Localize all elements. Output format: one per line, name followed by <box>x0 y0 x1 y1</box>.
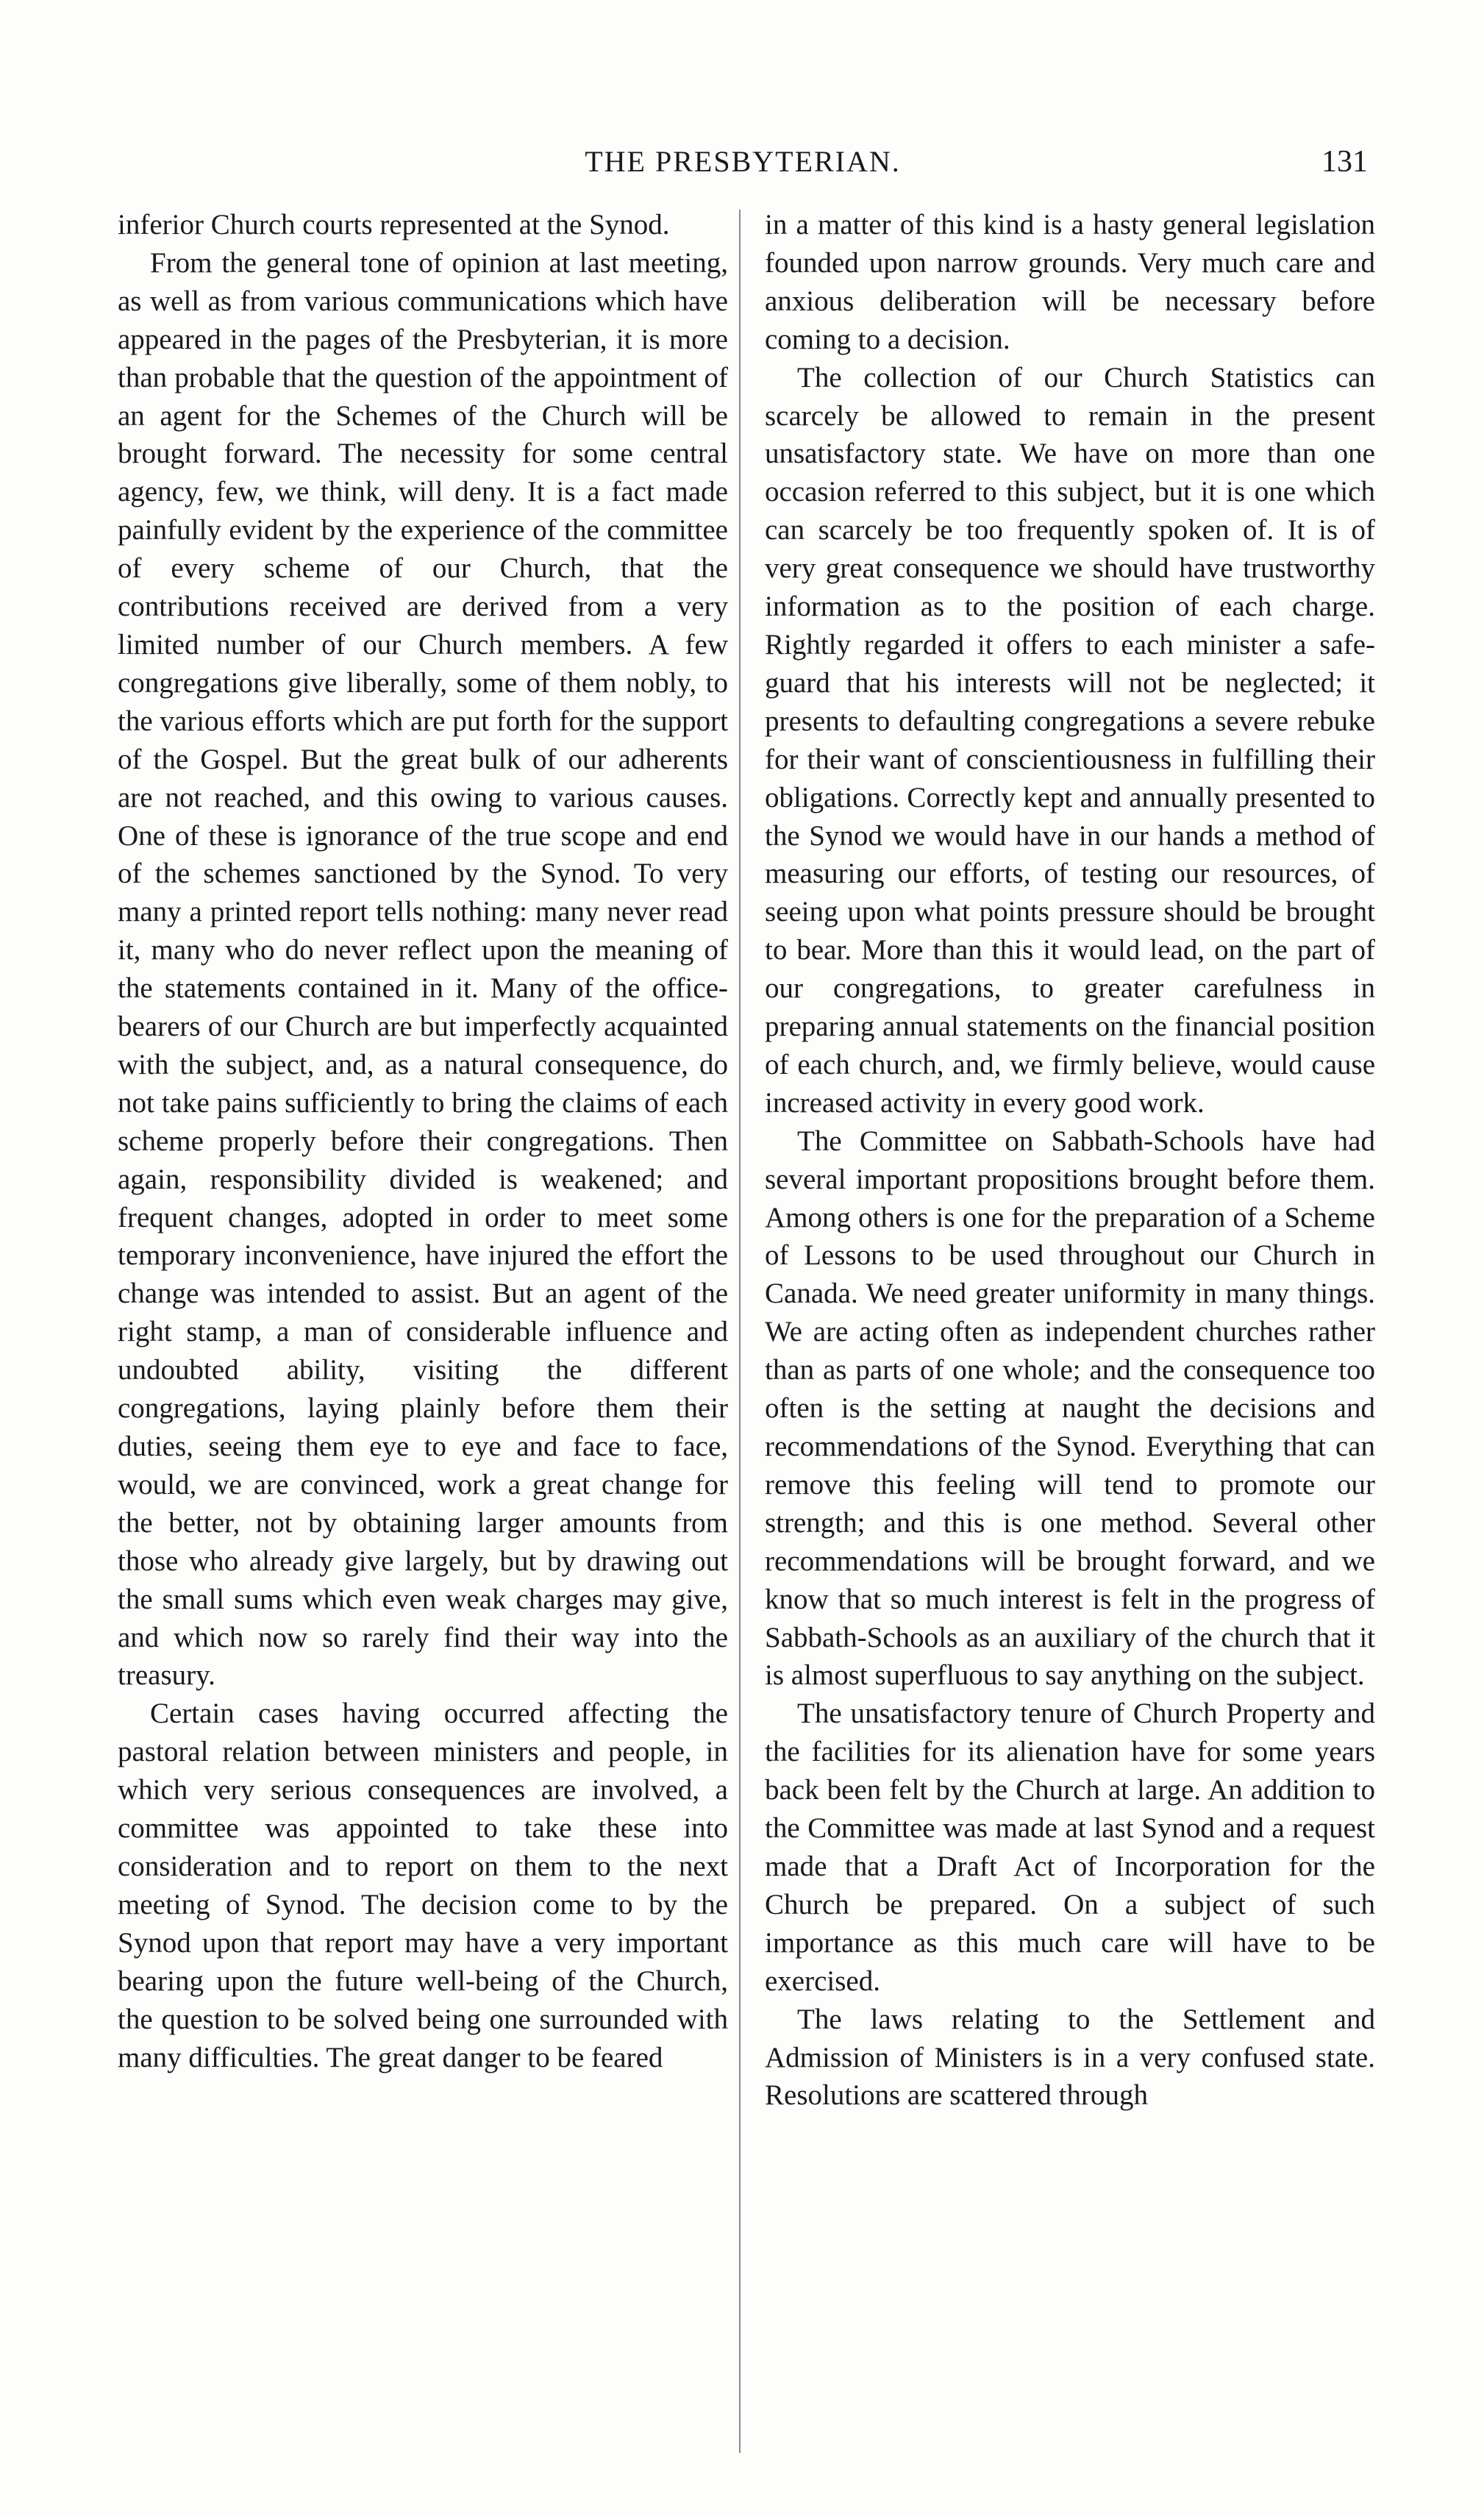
paragraph: in a matter of this kind is a hasty general legislation founded upon narrow grounds. Very much care and anxious deliberation will be necessary before coming to a decision. <box>765 209 1375 355</box>
right-column <box>765 206 1375 2457</box>
paragraph: The Committee on Sabbath-Schools have had several important propositions brought before them. Among others is one for the preparation of a Scheme of Lessons to be used throughout our Church in Canada. We need greater uniformity in many things. We are acting often as independent churches rather than as parts of one whole; and the consequence too often is the setting at naught the decisions and recommendations of the Synod. Everything that can remove this feeling will tend to promote our strength; and this is one method. Several other recommendations will be brought forward, and we know that so much interest is felt in the progress of Sabbath-Schools as an auxiliary of the church that it is almost superfluous to say anything on the subject. <box>765 1125 1375 1692</box>
column-divider <box>739 210 741 2453</box>
paragraph: Certain cases having occurred affecting the pastoral relation between ministers and people, in which very serious consequences are involved, a committee was appointed to take these into consideration and to report on them to the next meeting of Synod. The decision come to by the Synod upon that report may have a very important bearing upon the future well-being of the Church, the question to be solved being one surrounded with many difficulties. The great danger to be feared <box>118 1698 728 2073</box>
running-header <box>118 138 1368 185</box>
paragraph: From the general tone of opinion at last meeting, as well as from various communications which have appeared in the pages of the Presbyterian, it is more than probable that the question of the appointment of an agent for the Schemes of the Church will be brought forward. The necessity for some central agency, few, we think, will deny. It is a fact made painfully evident by the experience of the committee of every scheme of our Church, that the contributions received are derived from a very limited number of our Church members. A few congregations give liberally, some of them nobly, to the various efforts which are put forth for the support of the Gospel. But the great bulk of our adherents are not reached, and this owing to various causes. One of these is ignorance of the true scope and end of the schemes sanctioned by the Synod. To very many a printed report tells nothing: many never read it, many who do never reflect upon the meaning of the statements contained in it. Many of the office-bearers of our Church are but imperfectly acquainted with the subject, and, as a natural consequence, do not take pains sufficiently to bring the claims of each scheme properly before their congregations. Then again, responsibility divided is weakened; and frequent changes, adopted in order to meet some temporary inconvenience, have injured the effort the change was intended to assist. But an agent of the right stamp, a man of considerable influence and undoubted ability, visiting the different congregations, laying plainly before them their duties, seeing them eye to eye and face to face, would, we are convinced, work a great change for the better, not by obtaining larger amounts from those who already give largely, but by drawing out the small sums which even weak charges may give, and which now so rarely find their way into the treasury. <box>118 246 728 1692</box>
paragraph: The laws relating to the Settlement and Admission of Ministers is in a very confused state. Resolutions are scattered through <box>765 2003 1375 2112</box>
paragraph: inferior Church courts represented at the Synod. <box>118 209 670 241</box>
paragraph: The collection of our Church Statistics can scarcely be allowed to remain in the present unsatisfactory state. We have on more than one occasion referred to this subject, but it is one which can scarcely be too frequently spoken of. It is of very great consequence we should have trustworthy information as to the position of each charge. Rightly regarded it offers to each minister a safe-guard that his interests will not be neglected; it presents to defaulting congregations a severe rebuke for their want of conscientiousness in fulfilling their obligations. Correctly kept and annually presented to the Synod we would have in our hands a method of measuring our efforts, of testing our resources, of seeing upon what points pressure should be brought to bear. More than this it would lead, on the part of our congregations, to greater carefulness in preparing annual statements on the financial position of each church, and, we firmly believe, would cause increased activity in every good work. <box>765 361 1375 1119</box>
left-column <box>118 206 728 2457</box>
journal-title: THE PRESBYTERIAN. <box>585 145 901 178</box>
page-number: 131 <box>1321 145 1368 179</box>
paragraph: The unsatisfactory tenure of Church Property and the facilities for its alienation have for some years back been felt by the Church at large. An addition to the Committee was made at last Synod and a request made that a Draft Act of Incorporation for the Church be prepared. On a subject of such importance as this much care will have to be exercised. <box>765 1698 1375 1997</box>
